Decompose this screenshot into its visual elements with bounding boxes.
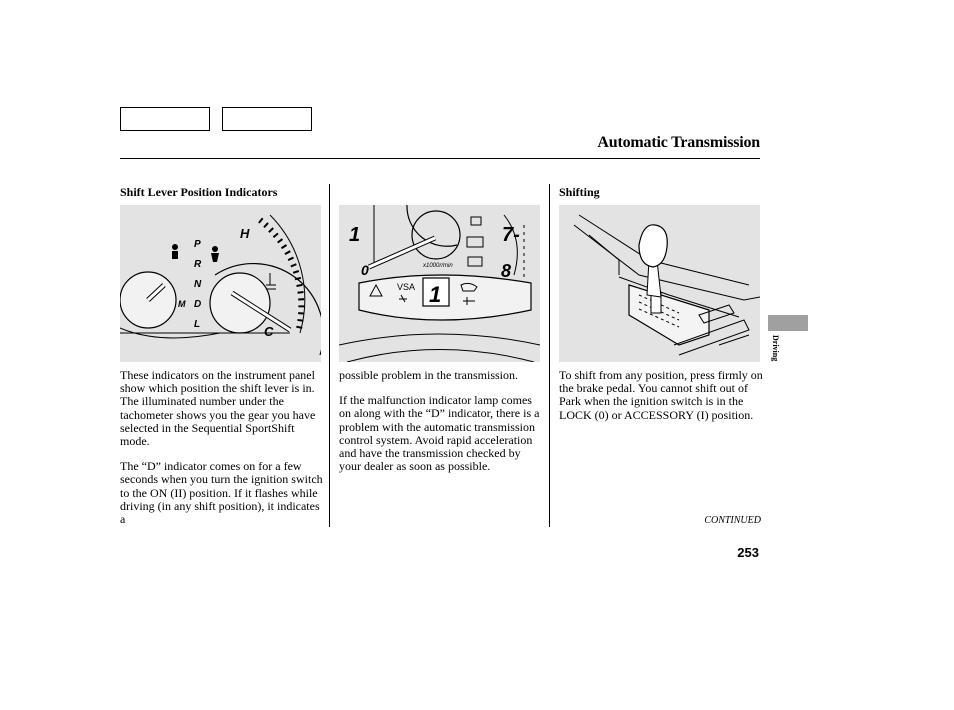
heading-shifting: Shifting [559,185,600,199]
check-icon [471,217,481,225]
middle-paragraph-2: If the malfunction indicator lamp comes on along with the “D” indicator, there is a problem with the automatic transmission control system. Avoid rapid acceleration and have the transmission checked by your dealer as soon as possible. [339,393,540,474]
continued-label: CONTINUED [704,515,761,526]
indicator-n: N [194,279,202,290]
title-rule [120,158,760,159]
indicator-d: D [194,299,202,310]
gear-digit: 1 [429,282,442,307]
gauge-c-label: C [264,324,274,339]
tach-number-1: 1 [349,224,361,246]
vsa-label: VSA [397,282,416,292]
shift-knob [639,225,667,267]
left-column-text [120,369,325,538]
figure-shift-indicators [120,205,321,362]
middle-paragraph-1: possible problem in the transmission. [339,368,518,382]
left-paragraph-1: These indicators on the instrument panel show which position the shift lever is in. The illuminated number under the tachometer shows you the gear you have selected in the Sequential SportShift mode. [120,368,316,449]
page-number: 253 [737,545,759,560]
airbag-icon [212,246,218,252]
indicator-l: L [194,319,201,330]
battery-icon [468,257,482,266]
gauge-h-label: H [240,226,250,241]
heading-shift-lever-indicators: Shift Lever Position Indicators [120,185,278,199]
tach-number-0: 0 [361,262,369,278]
page-title: Automatic Transmission [597,134,760,151]
figure-shift-lever [559,205,760,362]
right-paragraph-1: To shift from any position, press firmly on the brake pedal. You cannot shift out of Park when the ignition switch is in the LOCK (0) or ACCESSORY (I) position. [559,368,763,422]
temperature-icon [266,273,276,289]
middle-column-text [339,369,544,485]
figure-gear-display [339,205,540,362]
column-divider-2 [549,184,550,527]
seatbelt-icon [172,244,178,250]
instrument-panel-illustration [120,205,321,362]
engine-icon [467,237,483,247]
shift-console-illustration [559,205,760,362]
tachometer-illustration [339,205,540,362]
nav-box-main[interactable] [120,107,210,131]
indicator-r: R [194,259,202,270]
left-paragraph-2: The “D” indicator comes on for a few seconds when you turn the ignition switch to the ON (II) position. If it flashes while driving (in any shift position), it indicates a [120,459,323,527]
indicator-p: P [194,239,201,250]
nav-box-index[interactable] [222,107,312,131]
indicator-m: M [178,299,186,309]
tach-number-8: 8 [501,261,512,281]
tach-number-7: 7- [502,224,520,246]
column-divider-1 [329,184,330,527]
rpm-label: x1000r/min [423,263,453,269]
section-tab-label: Driving [771,335,780,362]
right-column-text [559,369,764,434]
section-tab-marker[interactable] [768,315,808,331]
